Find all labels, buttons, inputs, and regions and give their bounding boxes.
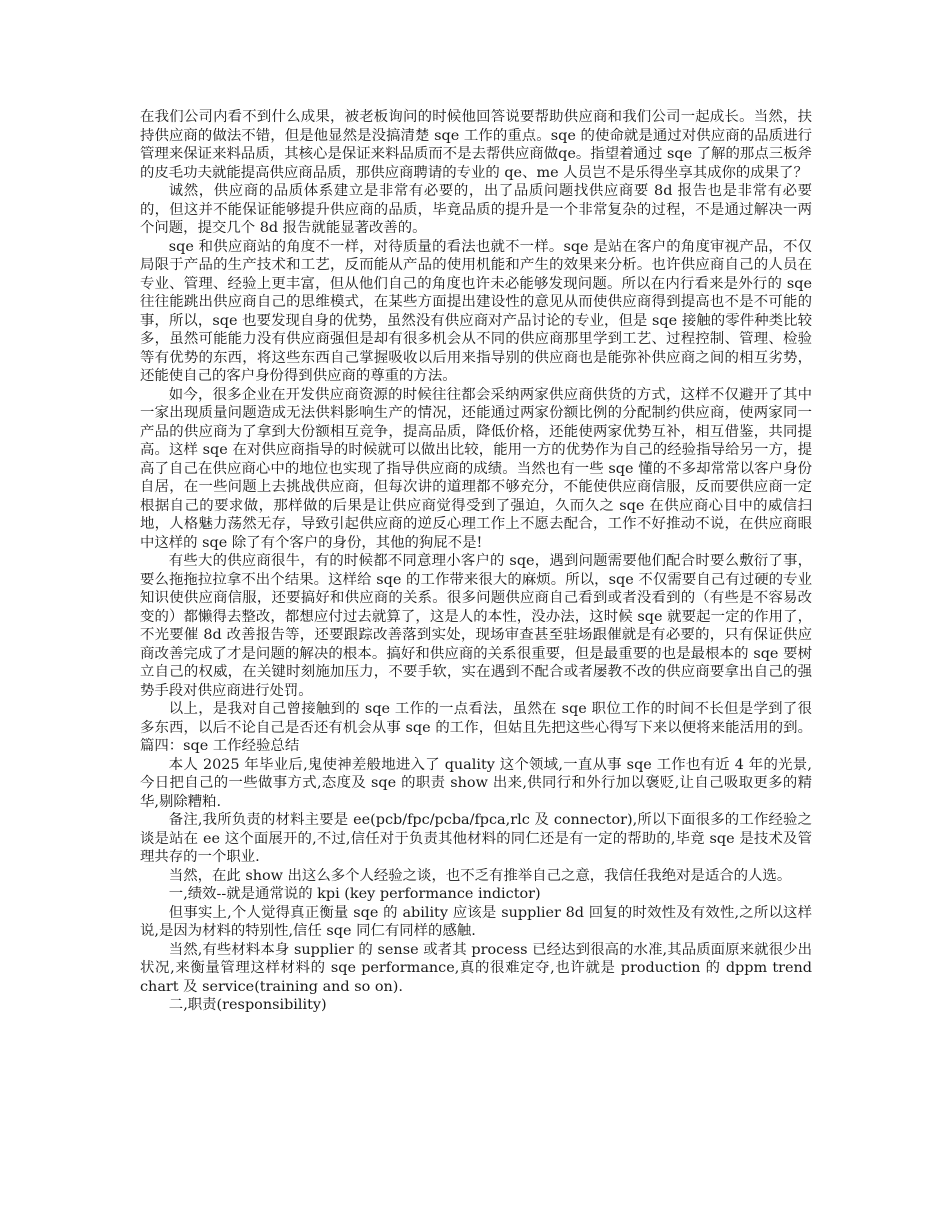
section-heading-responsibility: 二,职责(responsibility) [168,997,327,1013]
paragraph-5: 有些大的供应商很牛，有的时候都不同意理小客户的 sqe，遇到问题需要他们配合时要么敷衍了事，要么拖拖拉拉拿不出个结果。这样给 sqe 的工作带来很大的麻烦。所以，sqe 不仅需要自己有过硬的专业知识使供应商信服，还要搞好和供应商的关系。很多问题供应商自己看到或者没看到的（有些是不容易改变的）都懒得去整改，都想应付过去就算了，这是人的本性，没办法，这时候 sqe 就要起一定的作用了，不光要催 8d 改善报告等，还要跟踪改善落到实处，现场审查甚至驻场跟催就是有必要的，只有保证供应商改善完成了才是问题的解决的根本。搞好和供应商的关系很重要，但是最重要的也是最根本的 sqe 要树立自己的权威，在关键时刻施加压力，不要手软，实在遇到不配合或者屡教不改的供应商要拿出自己的强势手段对供应商进行处罚。 [140,553,812,699]
paragraph-3: sqe 和供应商站的角度不一样，对待质量的看法也就不一样。sqe 是站在客户的角度审视产品，不仅局限于产品的生产技术和工艺，反而能从产品的使用机能和产生的效果来分析。也许供应商自己的人员在专业、管理、经验上更丰富，但从他们自己的角度也许未必能够发现问题。所以在内行看来是外行的 sqe 往往能跳出供应商自己的思维模式，在某些方面提出建设性的意见从而使供应商得到提高也不是不可能的事，所以，sqe 也要发现自身的优势，虽然没有供应商对产品讨论的专业，但是 sqe 接触的零件种类比较多，虽然可能能力没有供应商强但是却有很多机会从不同的供应商那里学到工艺、过程控制、管理、检验等有优势的东西，将这些东西自己掌握吸收以后用来指导别的供应商也是能弥补供应商之间的相互劣势，还能使自己的客户身份得到供应商的尊重的方法。 [140,238,812,384]
paragraph-6: 以上，是我对自己曾接触到的 sqe 工作的一点看法，虽然在 sqe 职位工作的时间不长但是学到了很多东西，以后不论自己是否还有机会从事 sqe 的工作，但姑且先把这些心得写下来以便将来能活用的到。篇四：sqe 工作经验总结 [140,701,812,754]
paragraph-11: 当然,有些材料本身 supplier 的 sense 或者其 process 已经达到很高的水准,其品质面原来就很少出状况,来衡量管理这样材料的 sqe performance,真的很难定夺,也许就是 production 的 dppm trend chart 及 service(training and so on). [140,941,812,995]
paragraph-7: 本人 2025 年毕业后,鬼使神差般地进入了 quality 这个领域,一直从事 sqe 工作也有近 4 年的光景,今日把自己的一些做事方式,态度及 sqe 的职责 show 出来,供同行和外行加以褒贬,让自己吸取更多的精华,剔除糟粕. [140,756,812,810]
paragraph-10: 但事实上,个人觉得真正衡量 sqe 的 ability 应该是 supplier 8d 回复的时效性及有效性,之所以这样说,是因为材料的特别性,信任 sqe 同仁有同样的感触. [140,904,812,939]
paragraph-2: 诚然，供应商的品质体系建立是非常有必要的，出了品质问题找供应商要 8d 报告也是非常有必要的，但这并不能保证能够提升供应商的品质，毕竟品质的提升是一个非常复杂的过程，不是通过解决一两个问题，提交几个 8d 报告就能显著改善的。 [140,183,812,236]
paragraph-9: 当然，在此 show 出这么多个人经验之谈，也不乏有推举自己之意，我信任我绝对是适合的人选。 [168,867,792,884]
section-heading-kpi: 一,绩效--就是通常说的 kpi (key performance indictor) [168,886,541,902]
paragraph-1: 在我们公司内看不到什么成果，被老板询问的时候他回答说要帮助供应商和我们公司一起成长。当然，扶持供应商的做法不错，但是他显然是没搞清楚 sqe 工作的重点。sqe 的使命就是通过对供应商的品质进行管理来保证来料品质，其核心是保证来料品质而不是去帮供应商做qe。指望着通过 sqe 了解的那点三板斧的皮毛功夫就能提高供应商品质，那供应商聘请的专业的 qe、me 人员岂不是乐得坐享其成你的成果了？ [140,109,812,181]
document-body [140,108,812,1015]
paragraph-4: 如今，很多企业在开发供应商资源的时候往往都会采纳两家供应商供货的方式，这样不仅避开了其中一家出现质量问题造成无法供料影响生产的情况，还能通过两家份额比例的分配制约供应商，使两家同一产品的供应商为了拿到大份额相互竞争，提高品质，降低价格，还能使两家优势互补，相互借鉴，共同提高。这样 sqe 在对供应商指导的时候就可以做出比较，能用一方的优势作为自己的经验指导给另一方，提高了自己在供应商心中的地位也实现了指导供应商的成绩。当然也有一些 sqe 懂的不多却常常以客户身份自居，在一些问题上去挑战供应商，但每次讲的道理都不够充分，不能使供应商信服，反而要供应商一定根据自己的要求做，那样做的后果是让供应商觉得受到了强迫，久而久之 sqe 在供应商心目中的威信扫地，人格魅力荡然无存，导致引起供应商的逆反心理工作上不愿去配合，工作不好推动不说，在供应商眼中这样的 sqe 除了有个客户的身份，其他的狗屁不是! [140,386,812,551]
paragraph-8: 备注,我所负责的材料主要是 ee(pcb/fpc/pcba/fpca,rlc 及 connector),所以下面很多的工作经验之谈是站在 ee 这个面展开的,不过,信任对于负责其他材料的同仁还是有一定的帮助的,毕竟 sqe 是技术及管理共存的一个职业. [140,812,812,865]
